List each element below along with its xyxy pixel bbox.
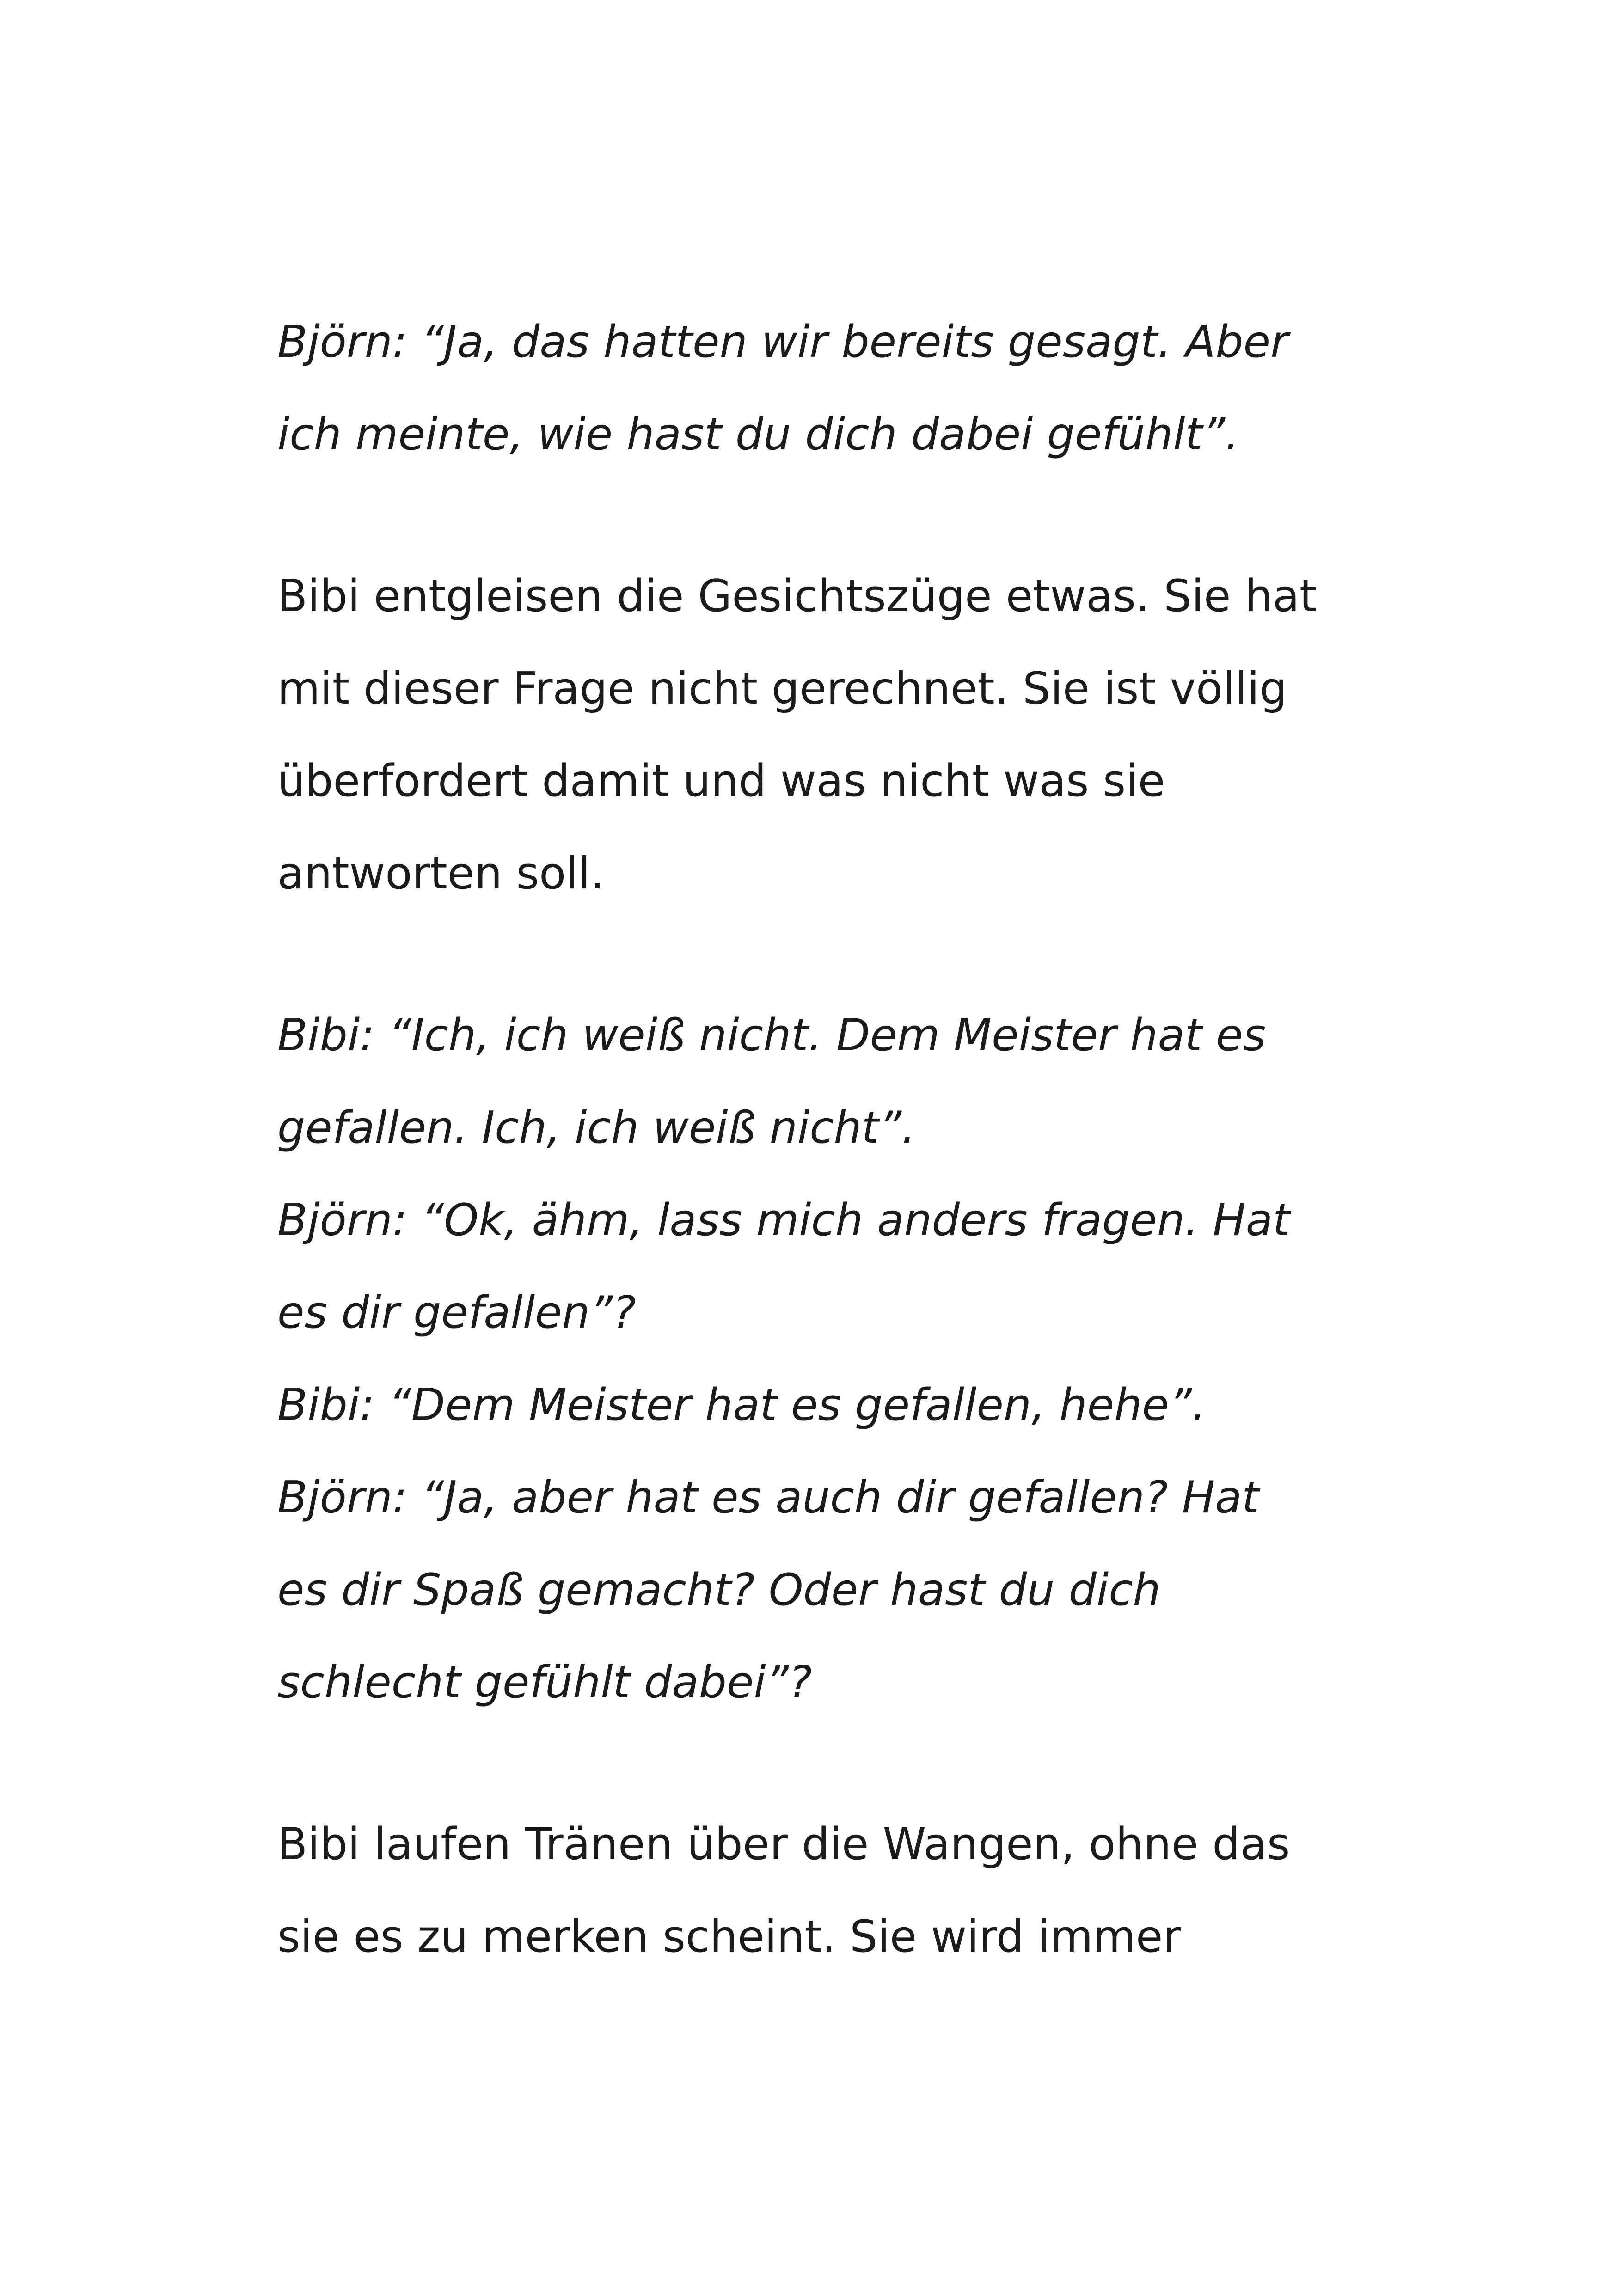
text-line: Björn: “Ok, ähm, lass mich anders fragen. Hat: [277, 1195, 1290, 1246]
text-line: schlecht gefühlt dabei”?: [277, 1657, 812, 1708]
text-line: Björn: “Ja, das hatten wir bereits gesagt. Aber: [277, 317, 1289, 367]
text-line: Bibi: “Ich, ich weiß nicht. Dem Meister hat es: [277, 1010, 1266, 1061]
text-line: gefallen. Ich, ich weiß nicht”.: [277, 1102, 916, 1153]
paragraph-spacer: [277, 920, 1341, 989]
document-body: [277, 296, 1341, 1983]
text-line: Bibi: “Dem Meister hat es gefallen, hehe”.: [277, 1380, 1206, 1431]
paragraph-narration-2: [277, 1798, 1341, 1983]
text-line: sie es zu merken scheint. Sie wird immer: [277, 1911, 1181, 1962]
text-line: Björn: “Ja, aber hat es auch dir gefallen? Hat: [277, 1472, 1259, 1523]
text-line: es dir gefallen”?: [277, 1287, 636, 1338]
paragraph-dialogue-1: [277, 296, 1341, 481]
paragraph-spacer: [277, 1729, 1341, 1798]
paragraph-spacer: [277, 481, 1341, 550]
paragraph-dialogue-2: [277, 989, 1341, 1729]
text-line: überfordert damit und was nicht was sie: [277, 756, 1165, 807]
text-line: Bibi entgleisen die Gesichtszüge etwas. Sie hat: [277, 571, 1317, 622]
text-line: es dir Spaß gemacht? Oder hast du dich: [277, 1565, 1161, 1616]
text-line: antworten soll.: [277, 848, 605, 899]
text-line: mit dieser Frage nicht gerechnet. Sie ist völlig: [277, 663, 1287, 714]
paragraph-narration-1: [277, 550, 1341, 920]
text-line: Bibi laufen Tränen über die Wangen, ohne das: [277, 1819, 1290, 1870]
text-line: ich meinte, wie hast du dich dabei gefühlt”.: [277, 409, 1239, 460]
